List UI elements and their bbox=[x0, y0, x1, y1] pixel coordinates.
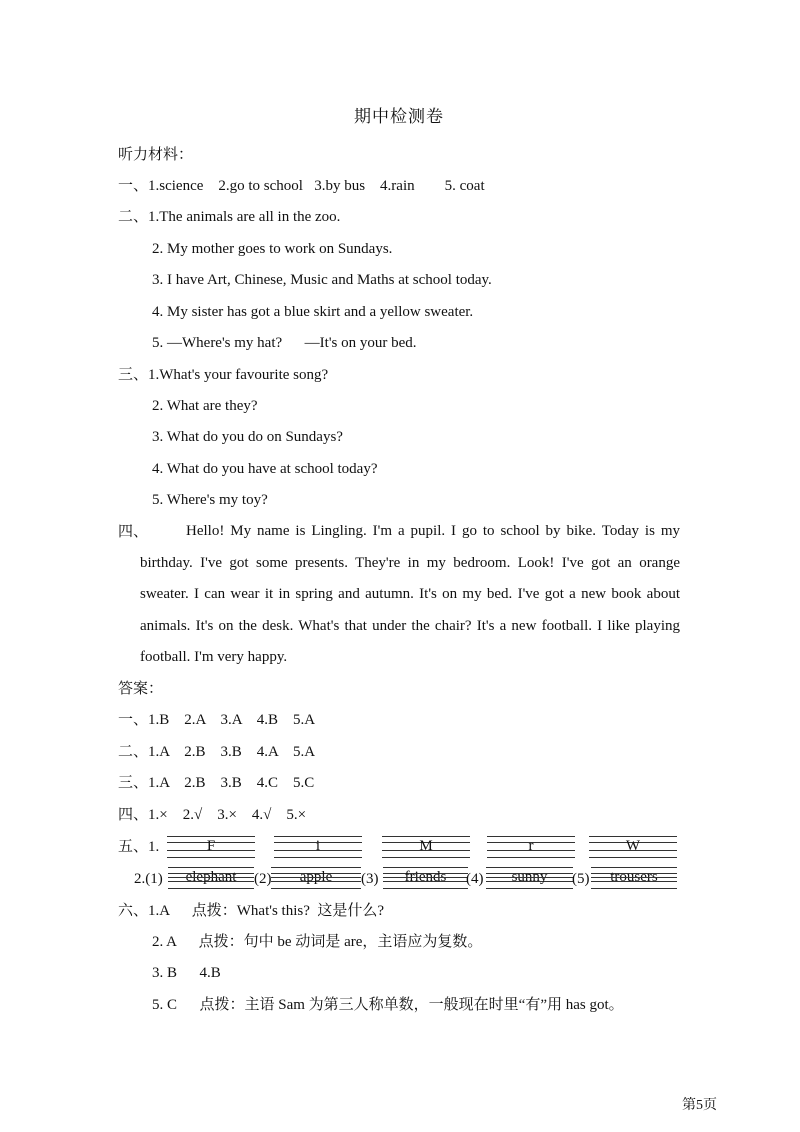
word-number-5: (5) bbox=[572, 871, 590, 887]
answer-5-2-prefix: 2.(1) bbox=[134, 871, 163, 887]
word-answer-2: apple bbox=[299, 869, 333, 885]
word-answer-3: friends bbox=[404, 869, 447, 885]
section-2-item-1: 二、1.The animals are all in the zoo. bbox=[118, 209, 341, 225]
answer-6-item-3: 3. B 4.B bbox=[152, 965, 221, 981]
word-grid-3 bbox=[383, 867, 468, 889]
answer-6-item-5: 5. C 点拨：主语 Sam 为第三人称单数，一般现在时里“有”用 has got。 bbox=[152, 997, 624, 1013]
section-3-item-1: 三、1.What's your favourite song? bbox=[118, 367, 329, 383]
section-2-item-4: 4. My sister has got a blue skirt and a yellow sweater. bbox=[152, 304, 474, 320]
letter-grid-1 bbox=[167, 836, 255, 858]
section-2-item-5: 5. —Where's my hat? —It's on your bed. bbox=[152, 335, 417, 351]
word-grid-2 bbox=[271, 867, 361, 889]
answer-row-1: 一、1.B 2.A 3.A 4.B 5.A bbox=[118, 712, 316, 728]
answer-6-item-1: 六、1.A 点拨：What's this? 这是什么? bbox=[118, 903, 385, 919]
page-title: 期中检测卷 bbox=[354, 107, 444, 126]
section-3-item-2: 2. What are they? bbox=[152, 398, 258, 414]
answer-row-2: 二、1.A 2.B 3.B 4.A 5.A bbox=[118, 744, 316, 760]
section-4-label: 四、 bbox=[118, 524, 149, 540]
word-grid-4 bbox=[486, 867, 573, 889]
word-number-2: (2) bbox=[254, 871, 272, 887]
word-answer-1: elephant bbox=[185, 869, 237, 885]
section-4-passage bbox=[140, 516, 680, 674]
word-grid-5 bbox=[591, 867, 677, 889]
section-3-item-3: 3. What do you do on Sundays? bbox=[152, 429, 343, 445]
word-answer-5: trousers bbox=[610, 869, 658, 885]
letter-answer-1: F bbox=[206, 838, 216, 854]
answer-row-3: 三、1.A 2.B 3.B 4.C 5.C bbox=[118, 775, 315, 791]
word-number-4: (4) bbox=[466, 871, 484, 887]
letter-grid-5 bbox=[589, 836, 677, 858]
answer-5-label: 五、1. bbox=[118, 839, 160, 855]
letter-grid-4 bbox=[487, 836, 575, 858]
word-answer-4: sunny bbox=[511, 869, 548, 885]
section-2-item-2: 2. My mother goes to work on Sundays. bbox=[152, 241, 393, 257]
word-grid-1 bbox=[168, 867, 254, 889]
letter-answer-5: W bbox=[625, 838, 641, 854]
section-3-item-4: 4. What do you have at school today? bbox=[152, 461, 378, 477]
listening-heading: 听力材料： bbox=[118, 147, 194, 163]
section-4-text: Hello! My name is Lingling. I'm a pupil. I go to school by bike. Today is my birthday. I've got some presents. They're in my bedroom. Look! I've got an orange sweater. I can wear it in spring and autumn. It's on my bed. I've got a new book about animals. It's on the desk. What's that under the chair? It's a new football. I like playing football. I'm very happy. bbox=[140, 523, 680, 665]
answers-heading: 答案： bbox=[118, 681, 164, 697]
section-3-item-5: 5. Where's my toy? bbox=[152, 492, 268, 508]
letter-grid-2 bbox=[274, 836, 362, 858]
section-1-listening: 一、1.science 2.go to school 3.by bus 4.rain 5. coat bbox=[118, 178, 485, 194]
word-number-3: (3) bbox=[361, 871, 379, 887]
page-number: 第5页 bbox=[682, 1098, 717, 1113]
answer-row-4: 四、1.× 2.√ 3.× 4.√ 5.× bbox=[118, 807, 307, 823]
section-2-item-3: 3. I have Art, Chinese, Music and Maths at school today. bbox=[152, 272, 492, 288]
letter-answer-4: r bbox=[528, 838, 534, 854]
letter-answer-3: M bbox=[419, 838, 433, 854]
answer-6-item-2: 2. A 点拨：句中 be 动词是 are，主语应为复数。 bbox=[152, 934, 483, 950]
letter-answer-2: i bbox=[315, 838, 321, 854]
letter-grid-3 bbox=[382, 836, 470, 858]
